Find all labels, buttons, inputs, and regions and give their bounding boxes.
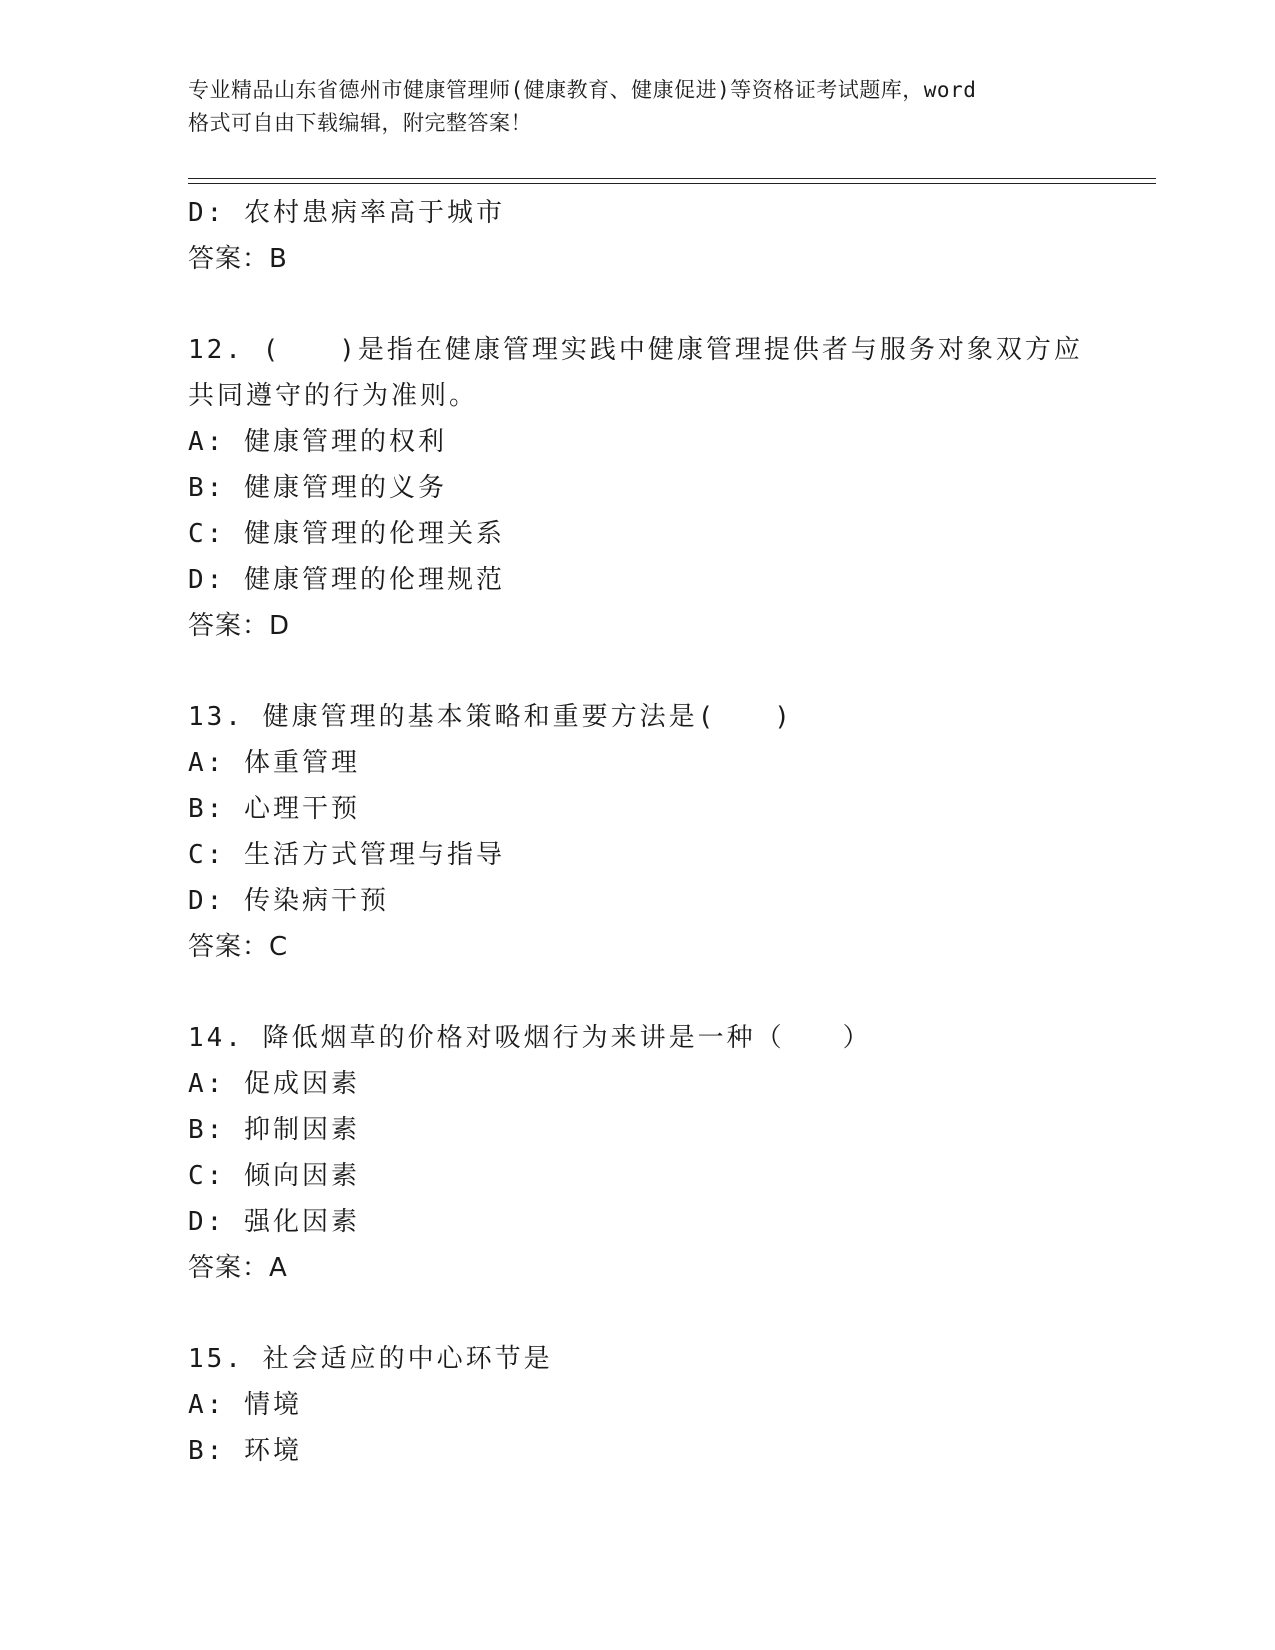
- option-b: B: 健康管理的义务: [188, 473, 447, 503]
- option-b: B: 环境: [188, 1436, 302, 1466]
- answer: 答案：D: [188, 611, 291, 641]
- question-text: 15. 社会适应的中心环节是: [188, 1344, 553, 1374]
- question-text-cont: 共同遵守的行为准则。: [188, 381, 479, 411]
- option-c: C: 健康管理的伦理关系: [188, 519, 505, 549]
- question-text: 13. 健康管理的基本策略和重要方法是( ): [188, 702, 793, 732]
- option-b: B: 抑制因素: [188, 1115, 360, 1145]
- question-text: 14. 降低烟草的价格对吸烟行为来讲是一种（ ）: [188, 1023, 872, 1053]
- question-13: [188, 694, 1148, 970]
- option-a: A: 体重管理: [188, 748, 360, 778]
- option-c: C: 倾向因素: [188, 1161, 360, 1191]
- header-line-1: 专业精品山东省德州市健康管理师(健康教育、健康促进)等资格证考试题库，word: [188, 78, 977, 102]
- answer: 答案：A: [188, 1253, 288, 1283]
- header-line-2: 格式可自由下载编辑，附完整答案！: [188, 111, 532, 135]
- option-a: A: 健康管理的权利: [188, 427, 447, 457]
- option-d: D: 农村患病率高于城市: [188, 198, 505, 228]
- option-d: D: 传染病干预: [188, 886, 389, 916]
- answer: 答案：C: [188, 932, 289, 962]
- option-a: A: 促成因素: [188, 1069, 360, 1099]
- option-c: C: 生活方式管理与指导: [188, 840, 505, 870]
- option-d: D: 健康管理的伦理规范: [188, 565, 505, 595]
- question-list: [188, 190, 1148, 1474]
- option-a: A: 情境: [188, 1390, 302, 1420]
- document-header: [188, 74, 1088, 140]
- prev-question-tail: [188, 190, 1148, 282]
- question-14: [188, 1015, 1148, 1291]
- header-divider-top: [188, 178, 1156, 179]
- option-d: D: 强化因素: [188, 1207, 360, 1237]
- header-divider-bottom: [188, 183, 1156, 184]
- answer: 答案：B: [188, 244, 288, 274]
- question-15: [188, 1336, 1148, 1474]
- question-12: [188, 327, 1148, 649]
- question-text: 12. ( )是指在健康管理实践中健康管理提供者与服务对象双方应: [188, 335, 1083, 365]
- option-b: B: 心理干预: [188, 794, 360, 824]
